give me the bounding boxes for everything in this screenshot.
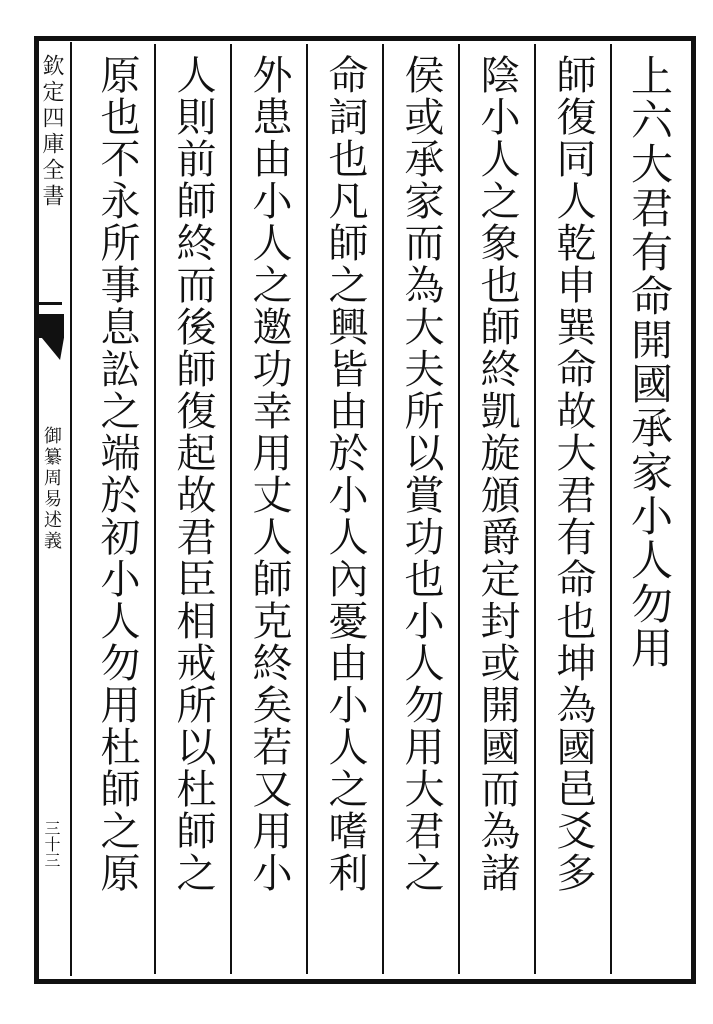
book-title: 欽定四庫全書: [39, 54, 64, 210]
margin-band: [36, 40, 66, 980]
column-text: 命詞也凡師之興皆由於小人內憂由小人之嗜利: [322, 54, 368, 894]
column-text: 陰小人之象也師終凱旋頒爵定封或開國而為諸: [474, 54, 520, 894]
column-text: 上六大君有命開國承家小人勿用: [625, 54, 674, 670]
column-text: 侯或承家而為大夫所以賞功也小人勿用大君之: [398, 54, 444, 894]
fishtail-mark: [36, 302, 66, 362]
column-text: 外患由小人之邀功幸用丈人師克終矣若又用小: [246, 54, 292, 894]
column-text: 人則前師終而後師復起故君臣相戒所以杜師之: [170, 54, 216, 894]
volume-title: 御纂周易述義: [41, 426, 62, 552]
column-text: 師復同人乾申巽命故大君有命也坤為國邑爻多: [550, 54, 596, 894]
column-border: [70, 42, 690, 976]
column-text: 原也不永所事息訟之端於初小人勿用杜師之原: [94, 54, 140, 894]
page-number: 三十三: [42, 820, 61, 868]
